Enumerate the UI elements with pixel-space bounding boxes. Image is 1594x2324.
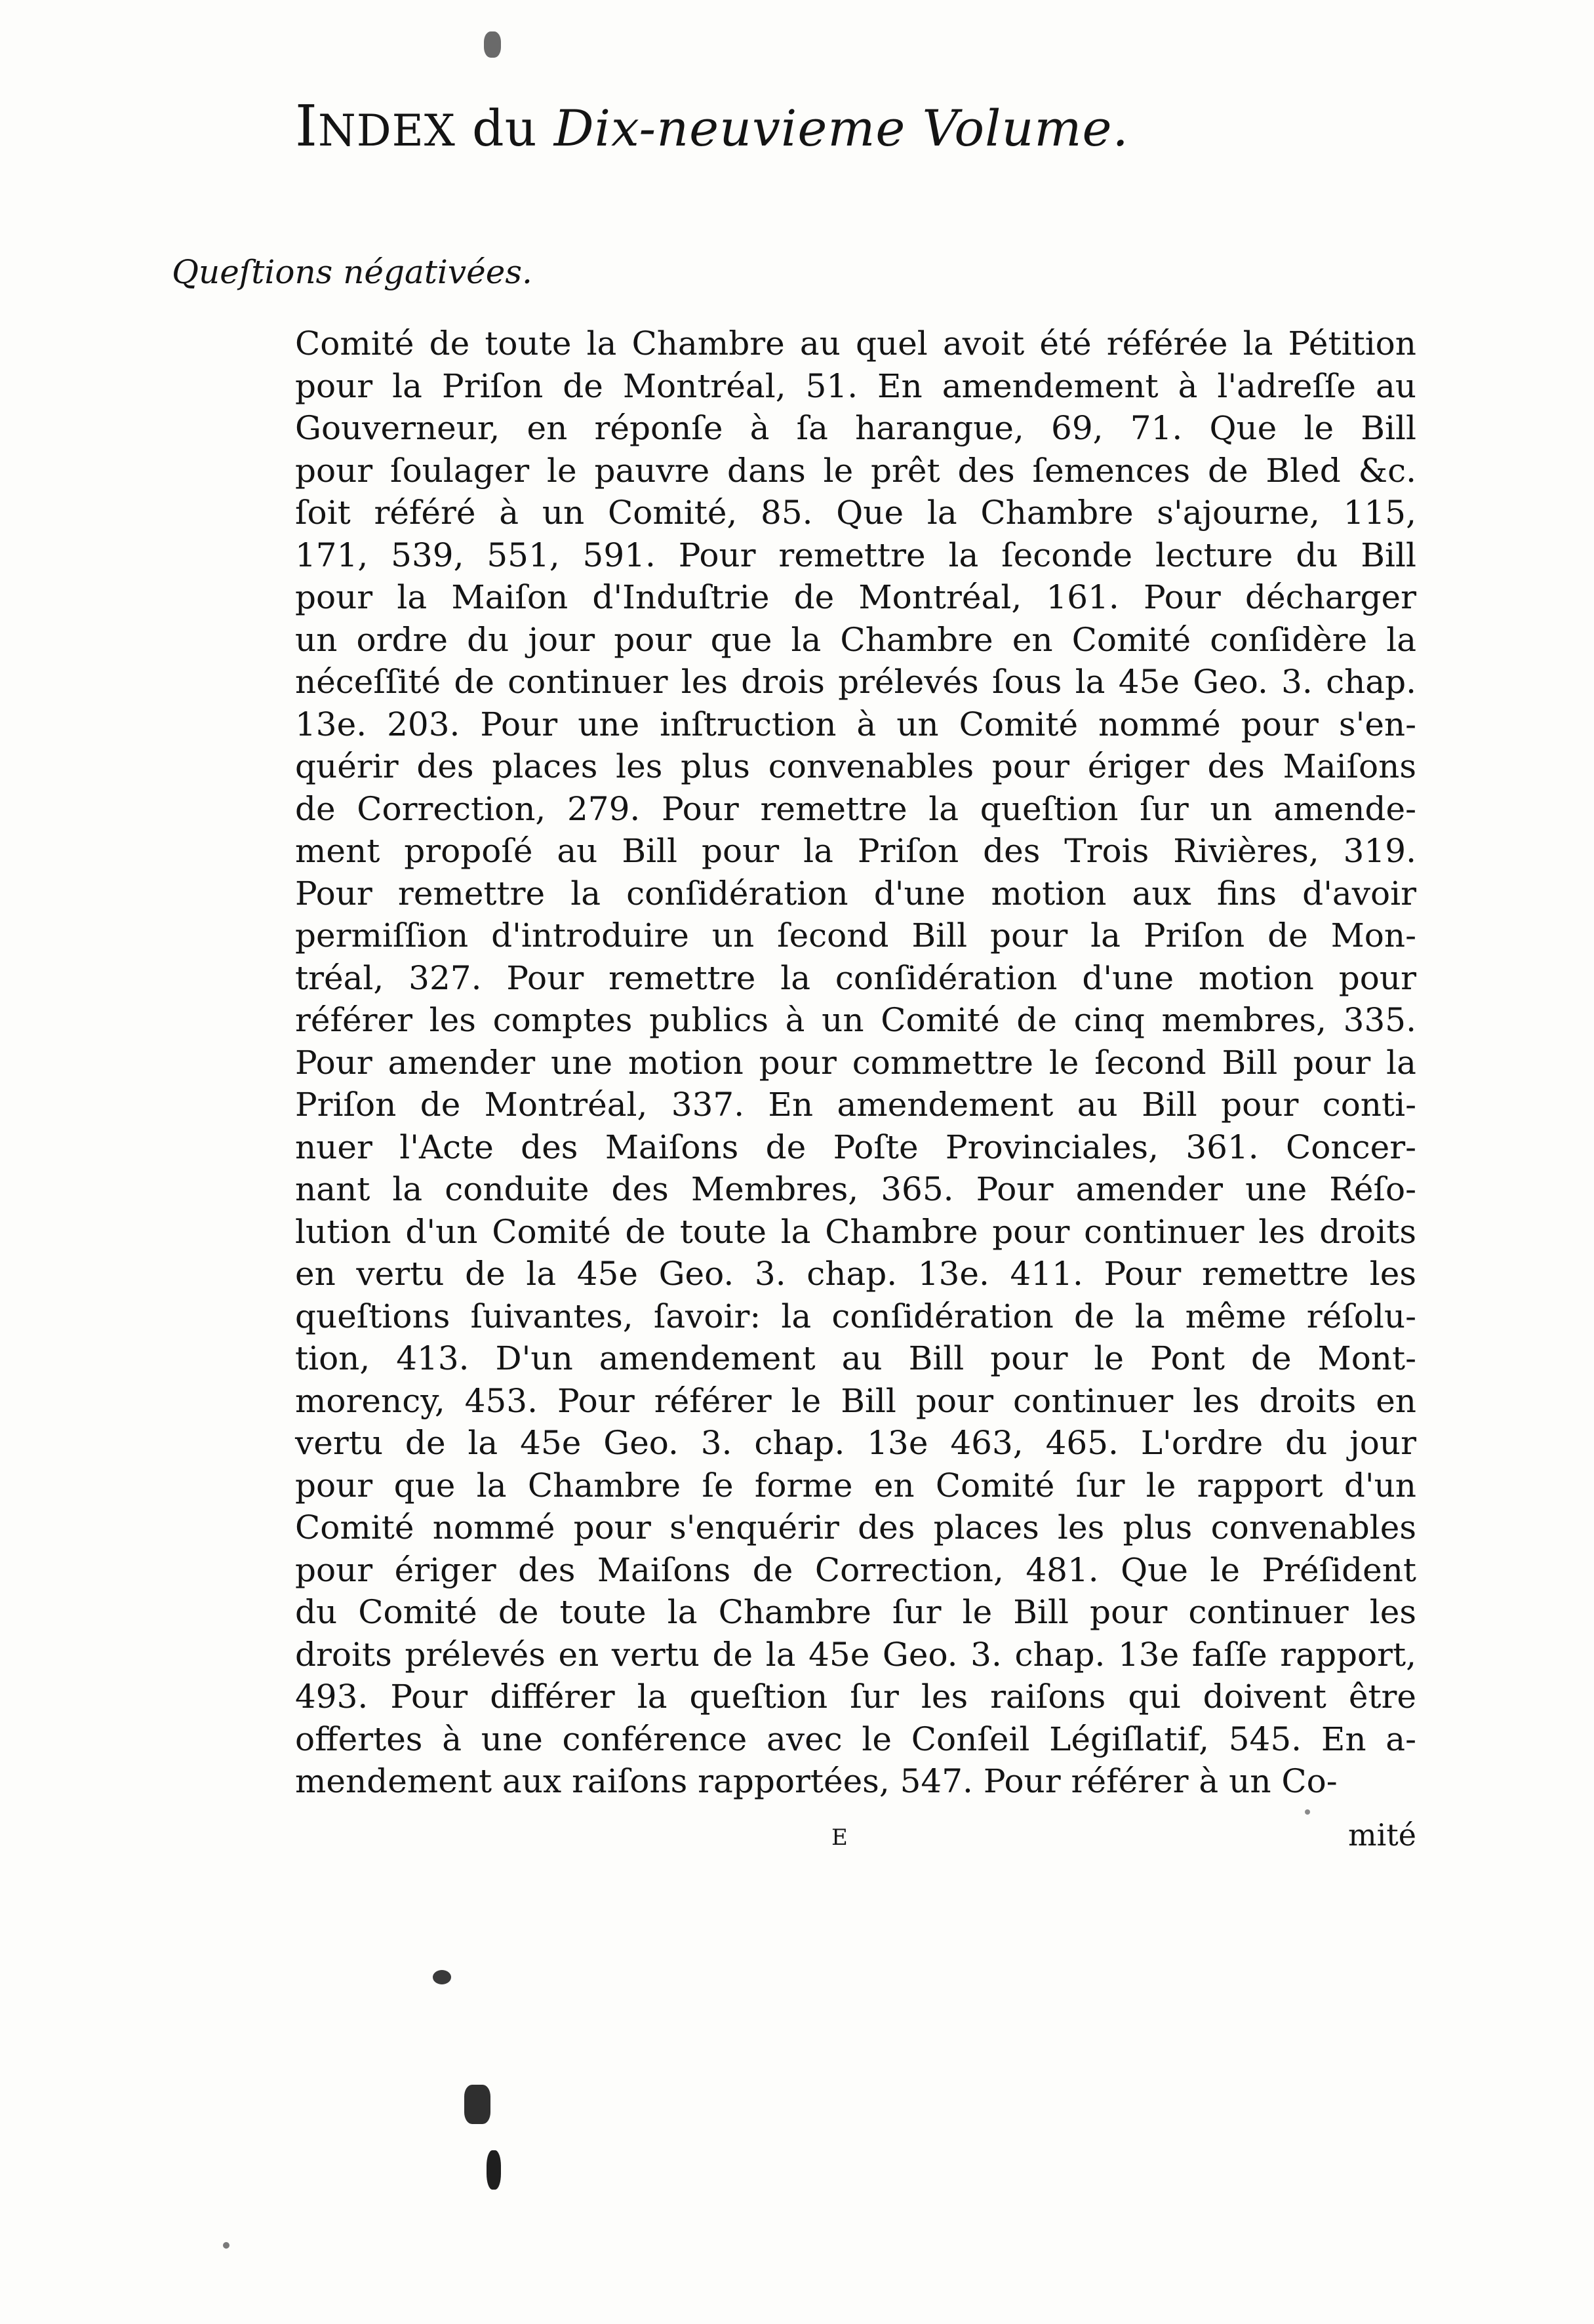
text-line: ſoit référé à un Comité, 85. Que la Chambre s'ajourne, 115,	[295, 494, 1416, 532]
text-line: offertes à une conférence avec le Conſeil Légiſlatif, 545. En a-	[295, 1720, 1416, 1758]
text-line: tion, 413. D'un amendement au Bill pour le Pont de Mont-	[295, 1339, 1416, 1377]
scan-speck	[223, 2242, 229, 2249]
scan-speck	[433, 1970, 451, 1984]
text-line: Gouverneur, en réponſe à ſa harangue, 69, 71. Que le Bill	[295, 409, 1416, 447]
text-line: 13e. 203. Pour une inſtruction à un Comité nommé pour s'en-	[295, 705, 1416, 743]
text-line: Pour remettre la conſidération d'une motion aux fins d'avoir	[295, 874, 1416, 913]
text-line: Priſon de Montréal, 337. En amendement au Bill pour conti-	[295, 1086, 1416, 1124]
text-line: nuer l'Acte des Maiſons de Poſte Provinciales, 361. Concer-	[295, 1128, 1416, 1166]
text-line: pour la Priſon de Montréal, 51. En amendement à l'adreſſe au	[295, 366, 1416, 405]
page-header	[295, 94, 1279, 159]
text-line: référer les comptes publics à un Comité de cinq membres, 335.	[295, 1001, 1416, 1039]
text-line: de Correction, 279. Pour remettre la queſtion ſur un amende-	[295, 789, 1416, 828]
header-volume-title: Dix-neuvieme Volume.	[553, 99, 1129, 157]
text-line: Comité de toute la Chambre au quel avoit été référée la Pétition	[295, 325, 1416, 363]
text-line: néceſſité de continuer les drois prélevés ſous la 45e Geo. 3. chap.	[295, 663, 1416, 701]
text-line: nant la conduite des Membres, 365. Pour amender une Réſo-	[295, 1170, 1416, 1208]
text-line: droits prélevés en vertu de la 45e Geo. 3. chap. 13e faſſe rapport,	[295, 1635, 1416, 1674]
header-du: du	[472, 99, 538, 157]
scan-speck	[464, 2085, 490, 2124]
text-line: du Comité de toute la Chambre ſur le Bill pour continuer les	[295, 1593, 1416, 1631]
text-line: pour ſoulager le pauvre dans le prêt des ſemences de Bled &c.	[295, 451, 1416, 490]
text-line: ment propoſé au Bill pour la Priſon des Trois Rivières, 319.	[295, 832, 1416, 870]
section-title: Queſtions négativées.	[172, 253, 532, 291]
text-line: permiſſion d'introduire un ſecond Bill pour la Priſon de Mon-	[295, 916, 1416, 955]
text-line: morency, 453. Pour référer le Bill pour continuer les droits en	[295, 1381, 1416, 1420]
scan-speck	[484, 31, 501, 58]
text-line: vertu de la 45e Geo. 3. chap. 13e 463, 465. L'ordre du jour	[295, 1424, 1416, 1462]
text-line: mendement aux raiſons rapportées, 547. Pour référer à un Co-	[295, 1762, 1338, 1800]
text-line: Pour amender une motion pour commettre le ſecond Bill pour la	[295, 1043, 1416, 1082]
text-line: lution d'un Comité de toute la Chambre pour continuer les droits	[295, 1212, 1416, 1251]
catchword: mité	[1347, 1817, 1416, 1853]
signature-mark: E	[831, 1824, 849, 1851]
header-index-initial: I	[295, 94, 318, 159]
text-line: 493. Pour différer la queſtion ſur les raiſons qui doivent être	[295, 1678, 1416, 1716]
scan-speck	[1305, 1809, 1310, 1815]
scan-speck	[487, 2150, 501, 2190]
text-line: tréal, 327. Pour remettre la conſidération d'une motion pour	[295, 958, 1416, 997]
index-entry-body	[295, 323, 1416, 1803]
text-line: 171, 539, 551, 591. Pour remettre la ſeconde lecture du Bill	[295, 536, 1416, 574]
text-line: queſtions ſuivantes, ſavoir: la conſidération de la même réſolu-	[295, 1297, 1416, 1335]
header-index-rest: NDEX	[317, 106, 456, 156]
text-line: pour ériger des Maiſons de Correction, 481. Que le Préſident	[295, 1550, 1416, 1589]
text-line: Comité nommé pour s'enquérir des places les plus convenables	[295, 1508, 1416, 1546]
text-line: pour la Maiſon d'Induſtrie de Montréal, 161. Pour décharger	[295, 578, 1416, 616]
text-line: pour que la Chambre ſe forme en Comité ſur le rapport d'un	[295, 1466, 1416, 1505]
text-line: quérir des places les plus convenables pour ériger des Maiſons	[295, 747, 1416, 785]
text-line: en vertu de la 45e Geo. 3. chap. 13e. 411. Pour remettre les	[295, 1255, 1416, 1293]
text-line: un ordre du jour pour que la Chambre en Comité conſidère la	[295, 620, 1416, 659]
